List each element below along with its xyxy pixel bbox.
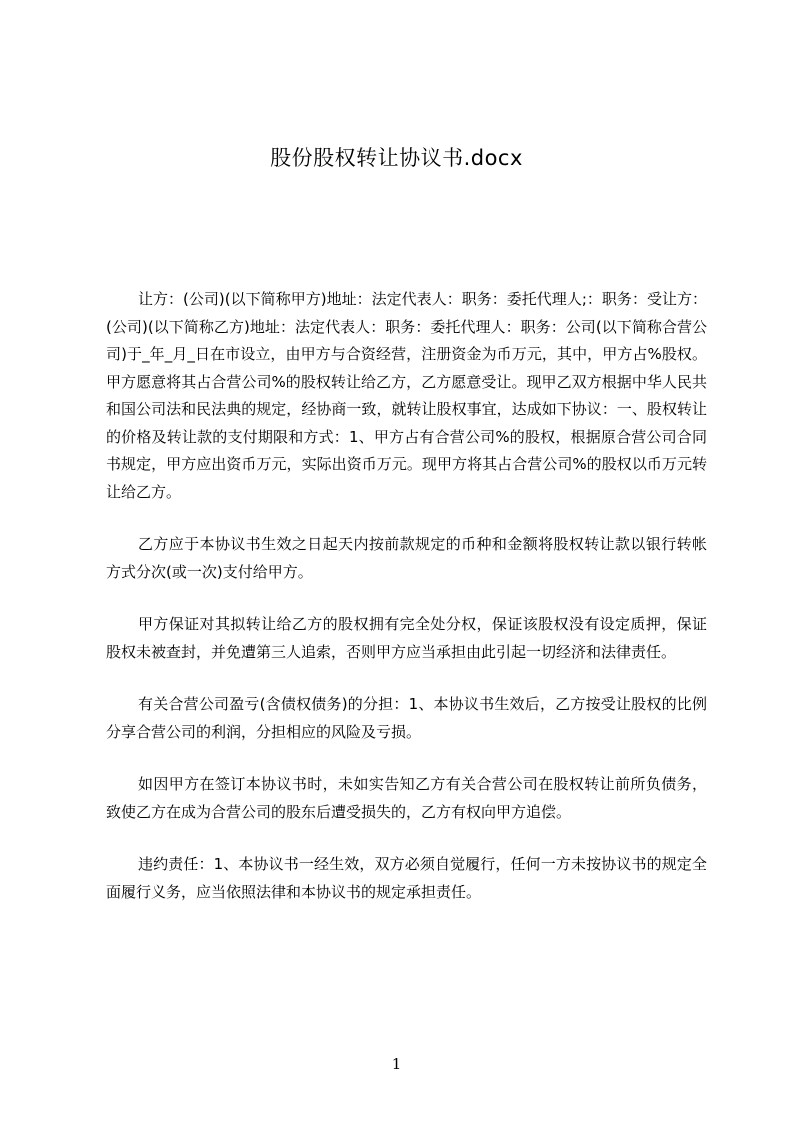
document-body — [106, 286, 707, 931]
paragraph-1: 让方：(公司)(以下简称甲方)地址：法定代表人：职务：委托代理人;：职务：受让方：(公司)(以下简称乙方)地址：法定代表人：职务：委托代理人：职务：公司(以下简称合营公司)于_年_月_日在市设立，由甲方与合资经营，注册资金为币万元，其中，甲方占%股权。甲方愿意将其占合营公司%的股权转让给乙方，乙方愿意受让。现甲乙双方根据中华人民共和国公司法和民法典的规定，经协商一致，就转让股权事宜，达成如下协议：一、股权转让的价格及转让款的支付期限和方式：1、甲方占有合营公司%的股权，根据原合营公司合同书规定，甲方应出资币万元，实际出资币万元。现甲方将其占合营公司%的股权以币万元转让给乙方。 — [106, 290, 707, 501]
document-title: 股份股权转让协议书.docx — [270, 146, 523, 170]
page-number: 1 — [391, 1055, 402, 1073]
paragraph-2: 乙方应于本协议书生效之日起天内按前款规定的币种和金额将股权转让款以银行转帐方式分次(或一次)支付给甲方。 — [106, 535, 707, 581]
paragraph-4: 有关合营公司盈亏(含债权债务)的分担：1、本协议书生效后，乙方按受让股权的比例分享合营公司的利润，分担相应的风险及亏损。 — [106, 695, 707, 741]
paragraph-6: 违约责任：1、本协议书一经生效，双方必须自觉履行，任何一方未按协议书的规定全面履行义务，应当依照法律和本协议书的规定承担责任。 — [106, 855, 707, 901]
paragraph-5: 如因甲方在签订本协议书时，未如实告知乙方有关合营公司在股权转让前所负债务，致使乙方在成为合营公司的股东后遭受损失的，乙方有权向甲方追偿。 — [106, 775, 707, 821]
paragraph-3: 甲方保证对其拟转让给乙方的股权拥有完全处分权，保证该股权没有设定质押，保证股权未被查封，并免遭第三人追索，否则甲方应当承担由此引起一切经济和法律责任。 — [106, 615, 707, 661]
